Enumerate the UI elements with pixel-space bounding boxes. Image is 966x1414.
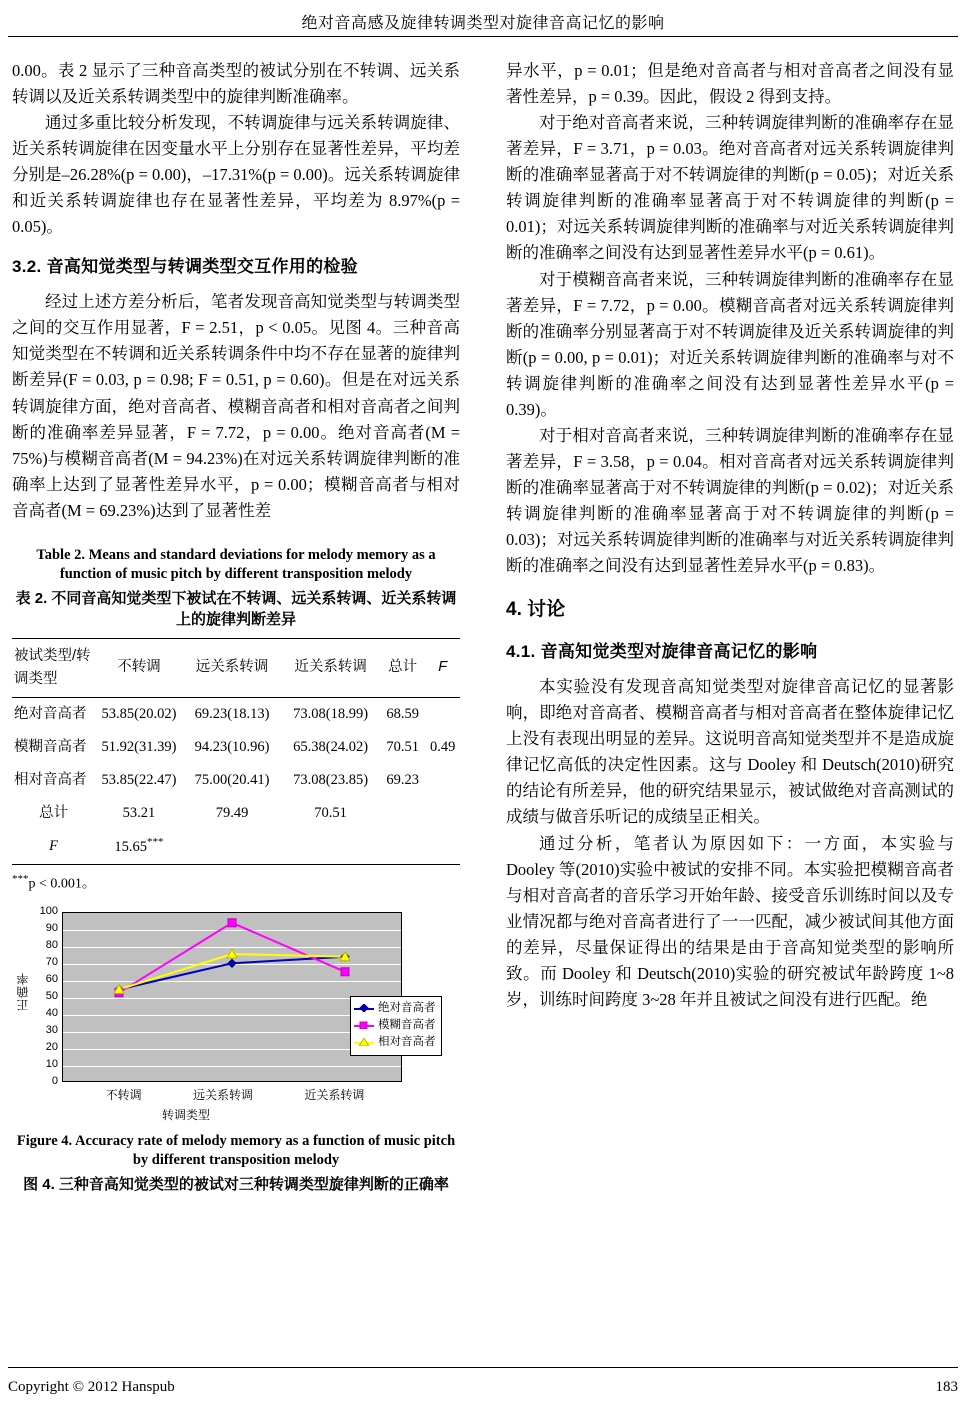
table-cell: 68.59 <box>386 705 419 722</box>
left-column <box>12 58 460 1195</box>
table-cell: 53.85(20.02) <box>101 705 177 722</box>
section-heading-4: 4. 讨论 <box>506 599 566 621</box>
right-column <box>506 58 954 1013</box>
chart-x-axis-label: 转调类型 <box>162 1107 211 1122</box>
table-row <box>12 697 460 730</box>
paragraph: 异水平，p = 0.01；但是绝对音高者与相对音高者之间没有显著性差异，p = 0.39。因此，假设 2 得到支持。 <box>506 61 954 107</box>
copyright-text: Copyright © 2012 Hanspub <box>8 1379 175 1395</box>
row-label: F <box>12 829 95 864</box>
paragraph: 经过上述方差分析后，笔者发现音高知觉类型与转调类型之间的交互作用显著，F = 2.51，p < 0.05。见图 4。三种音高知觉类型在不转调和近关系转调条件中均不存在显著的旋律判断差异(F = 0.03, p = 0.98; F = 0.51, p = 0.60)。但是在对远关系转调旋律方面，绝对音高者、模糊音高者和相对音高者之间判断的准确率差异显著，F = 7.72，p = 0.00。绝对音高者(M = 75%)与模糊音高者(M = 94.23%)在对远关系转调旋律判断的准确率上达到了显著性差异水平，p = 0.00；模糊音高者与相对音高者(M = 69.23%)达到了显著性差 <box>12 292 460 520</box>
column-header: 远关系转调 <box>183 638 282 697</box>
chart-y-tick-labels <box>34 904 58 1087</box>
figure-4-chart <box>12 904 460 1122</box>
paragraph: 通过分析，笔者认为原因如下：一方面，本实验与 Dooley 等(2010)实验中被试的安排不同。本实验把模糊音高者与相对音高者的音乐学习开始年龄、接受音乐训练时间以及专业情况都与绝对音高者进行了一一匹配，减少被试间其他方面的差异，尽量保证得出的结果是由于音高知觉类型的影响所致。而 Dooley 和 Deutsch(2010)实验的研究被试年龄跨度 1~8 岁，训练时间跨度 3~28 年并且被试之间没有进行匹配。绝 <box>506 833 954 1009</box>
marker-ambiguous <box>228 919 236 927</box>
row-label: 绝对音高者 <box>14 705 87 722</box>
table-cell: 79.49 <box>215 804 249 821</box>
paragraph: 对于绝对音高者来说，三种转调旋律判断的准确率存在显著差异，F = 3.71，p = 0.03。绝对音高者对远关系转调旋律判断的准确率显著高于对不转调旋律的判断(p = 0.05)；对近关系转调旋律判断的准确率显著高于对不转调旋律的判断(p = 0.01)；对远关系转调旋律判断的准确率与对近关系转调旋律判断的准确率之间没有达到显著性差异水平(p = 0.61)。 <box>506 113 954 263</box>
y-tick: 30 <box>45 1023 58 1036</box>
paragraph: 通过多重比较分析发现，不转调旋律与远关系转调旋律、近关系转调旋律在因变量水平上分别存在显著性差异，平均差分别是–26.28%(p = 0.00)，–17.31%(p = 0.00)。远关系转调旋律和近关系转调旋律也存在显著性差异，平均差为 8.97%(p = 0.05)。 <box>12 113 460 237</box>
table-cell: 53.21 <box>122 804 156 821</box>
table-cell-f: 0.49 <box>430 738 456 755</box>
paragraph: 0.00。表 2 显示了三种音高类型的被试分别在不转调、远关系转调以及近关系转调类型中的旋律判断准确率。 <box>12 61 460 107</box>
section-heading-3-2: 3.2. 音高知觉类型与转调类型交互作用的检验 <box>12 257 358 277</box>
table-cell: 53.85(22.47) <box>101 771 177 788</box>
x-tick: 近关系转调 <box>304 1087 365 1102</box>
table-row <box>12 731 460 764</box>
chart-x-tick-labels <box>80 1086 390 1105</box>
table-2 <box>12 638 460 865</box>
column-header: 近关系转调 <box>281 638 380 697</box>
y-tick: 0 <box>51 1074 58 1087</box>
note-text: p < 0.001。 <box>28 876 96 892</box>
table-cell <box>95 829 183 864</box>
table-row <box>12 797 460 830</box>
table-2-block <box>12 546 460 896</box>
f-value: 15.65 <box>114 839 148 856</box>
table-cell: 69.23 <box>386 771 419 788</box>
running-head: 绝对音高感及旋律转调类型对旋律音高记忆的影响 <box>301 15 665 32</box>
column-header: F <box>425 638 460 697</box>
legend-label: 绝对音高者 <box>378 1001 436 1014</box>
note-marker: *** <box>12 873 29 886</box>
table-cell <box>380 797 426 830</box>
table-caption-zh: 表 2. 不同音高知觉类型下被试在不转调、远关系转调、近关系转调上的旋律判断差异 <box>15 589 457 628</box>
y-tick: 10 <box>45 1057 58 1070</box>
table-cell <box>281 829 380 864</box>
legend-swatch-absolute-icon <box>354 1008 374 1010</box>
header-rule <box>8 36 958 37</box>
y-tick: 70 <box>45 955 58 968</box>
footer-rule <box>8 1367 958 1368</box>
table-cell: 65.38(24.02) <box>293 738 369 755</box>
table-cell <box>425 797 460 830</box>
row-label: 相对音高者 <box>14 771 87 788</box>
legend-item <box>354 1017 436 1034</box>
section-heading-4-1: 4.1. 音高知觉类型对旋律音高记忆的影响 <box>506 642 818 662</box>
legend-label: 模糊音高者 <box>378 1019 436 1032</box>
table-cell: 51.92(31.39) <box>101 738 177 755</box>
page-footer <box>8 1379 958 1396</box>
table-cell: 69.23(18.13) <box>194 705 270 722</box>
paragraph: 本实验没有发现音高知觉类型对旋律音高记忆的显著影响，即绝对音高者、模糊音高者与相对音高者在整体旋律记忆上没有表现出明显的差异。这说明音高知觉类型并不是造成旋律记忆高低的决定性因素。这与 Dooley 和 Deutsch(2010)研究的结论有所差异，他的研究结果显示，被试做绝对音高测试的成绩与做音乐听记的成绩呈正相关。 <box>506 677 954 827</box>
figure-caption-zh: 图 4. 三种音高知觉类型的被试对三种转调类型旋律判断的正确率 <box>23 1176 449 1194</box>
row-label: 总计 <box>39 804 69 821</box>
paragraph: 对于模糊音高者来说，三种转调旋律判断的准确率存在显著差异，F = 7.72，p = 0.00。模糊音高者对远关系转调旋律判断的准确率分别显著高于对不转调旋律及近关系转调旋律的判断(p = 0.00, p = 0.01)；对近关系转调旋律判断的准确率与对不转调旋律判断的准确率之间没有达到显著性差异水平(p = 0.39)。 <box>506 269 954 419</box>
table-caption-en: Table 2. Means and standard deviations for melody memory as a function of music pitch by different transposition melody <box>36 546 436 583</box>
table-cell <box>380 829 426 864</box>
table-cell: 70.51 <box>314 804 347 821</box>
page-number: 183 <box>935 1379 958 1395</box>
marker-ambiguous <box>341 968 349 976</box>
column-header: 不转调 <box>95 638 183 697</box>
x-tick: 远关系转调 <box>192 1087 253 1102</box>
legend-swatch-ambiguous-icon <box>354 1025 374 1027</box>
table-cell: 70.51 <box>386 738 419 755</box>
figure-caption-en: Figure 4. Accuracy rate of melody memory as a function of music pitch by different transposition melody <box>16 1132 456 1169</box>
table-row <box>12 764 460 797</box>
chart-legend <box>350 996 442 1056</box>
y-tick: 50 <box>45 989 58 1002</box>
paragraph: 对于相对音高者来说，三种转调旋律判断的准确率存在显著差异，F = 3.58，p = 0.04。相对音高者对远关系转调旋律判断的准确率显著高于对不转调旋律的判断(p = 0.02)；对近关系转调旋律判断的准确率显著高于对不转调旋律的判断(p = 0.03)；对远关系转调旋律判断的准确率与对近关系转调旋律判断的准确率之间没有达到显著性差异水平(p = 0.83)。 <box>506 425 954 576</box>
legend-item <box>354 1000 436 1017</box>
y-tick: 20 <box>45 1040 58 1053</box>
y-tick: 40 <box>45 1006 58 1019</box>
y-tick: 80 <box>45 938 58 951</box>
row-label: 模糊音高者 <box>14 738 87 755</box>
legend-item <box>354 1034 436 1051</box>
table-cell: 73.08(23.85) <box>293 771 369 788</box>
y-tick: 90 <box>45 921 58 934</box>
marker-absolute <box>228 959 236 967</box>
table-cell: 73.08(18.99) <box>293 705 369 722</box>
column-header: 总计 <box>380 638 426 697</box>
y-tick: 100 <box>39 904 58 917</box>
legend-swatch-relative-icon <box>354 1042 374 1044</box>
table-cell <box>425 829 460 864</box>
table-row <box>12 829 460 864</box>
table-header-row <box>12 638 460 697</box>
x-tick: 不转调 <box>105 1087 142 1102</box>
column-header: 被试类型/转调类型 <box>12 638 95 697</box>
table-cell: 75.00(20.41) <box>194 771 270 788</box>
table-cell <box>183 829 282 864</box>
legend-label: 相对音高者 <box>378 1036 436 1049</box>
table-note <box>12 871 460 896</box>
y-tick: 60 <box>45 972 58 985</box>
table-cell: 94.23(10.96) <box>194 738 270 755</box>
significance-marker: *** <box>147 836 164 849</box>
chart-y-axis-label: 正确率 <box>16 971 30 1011</box>
